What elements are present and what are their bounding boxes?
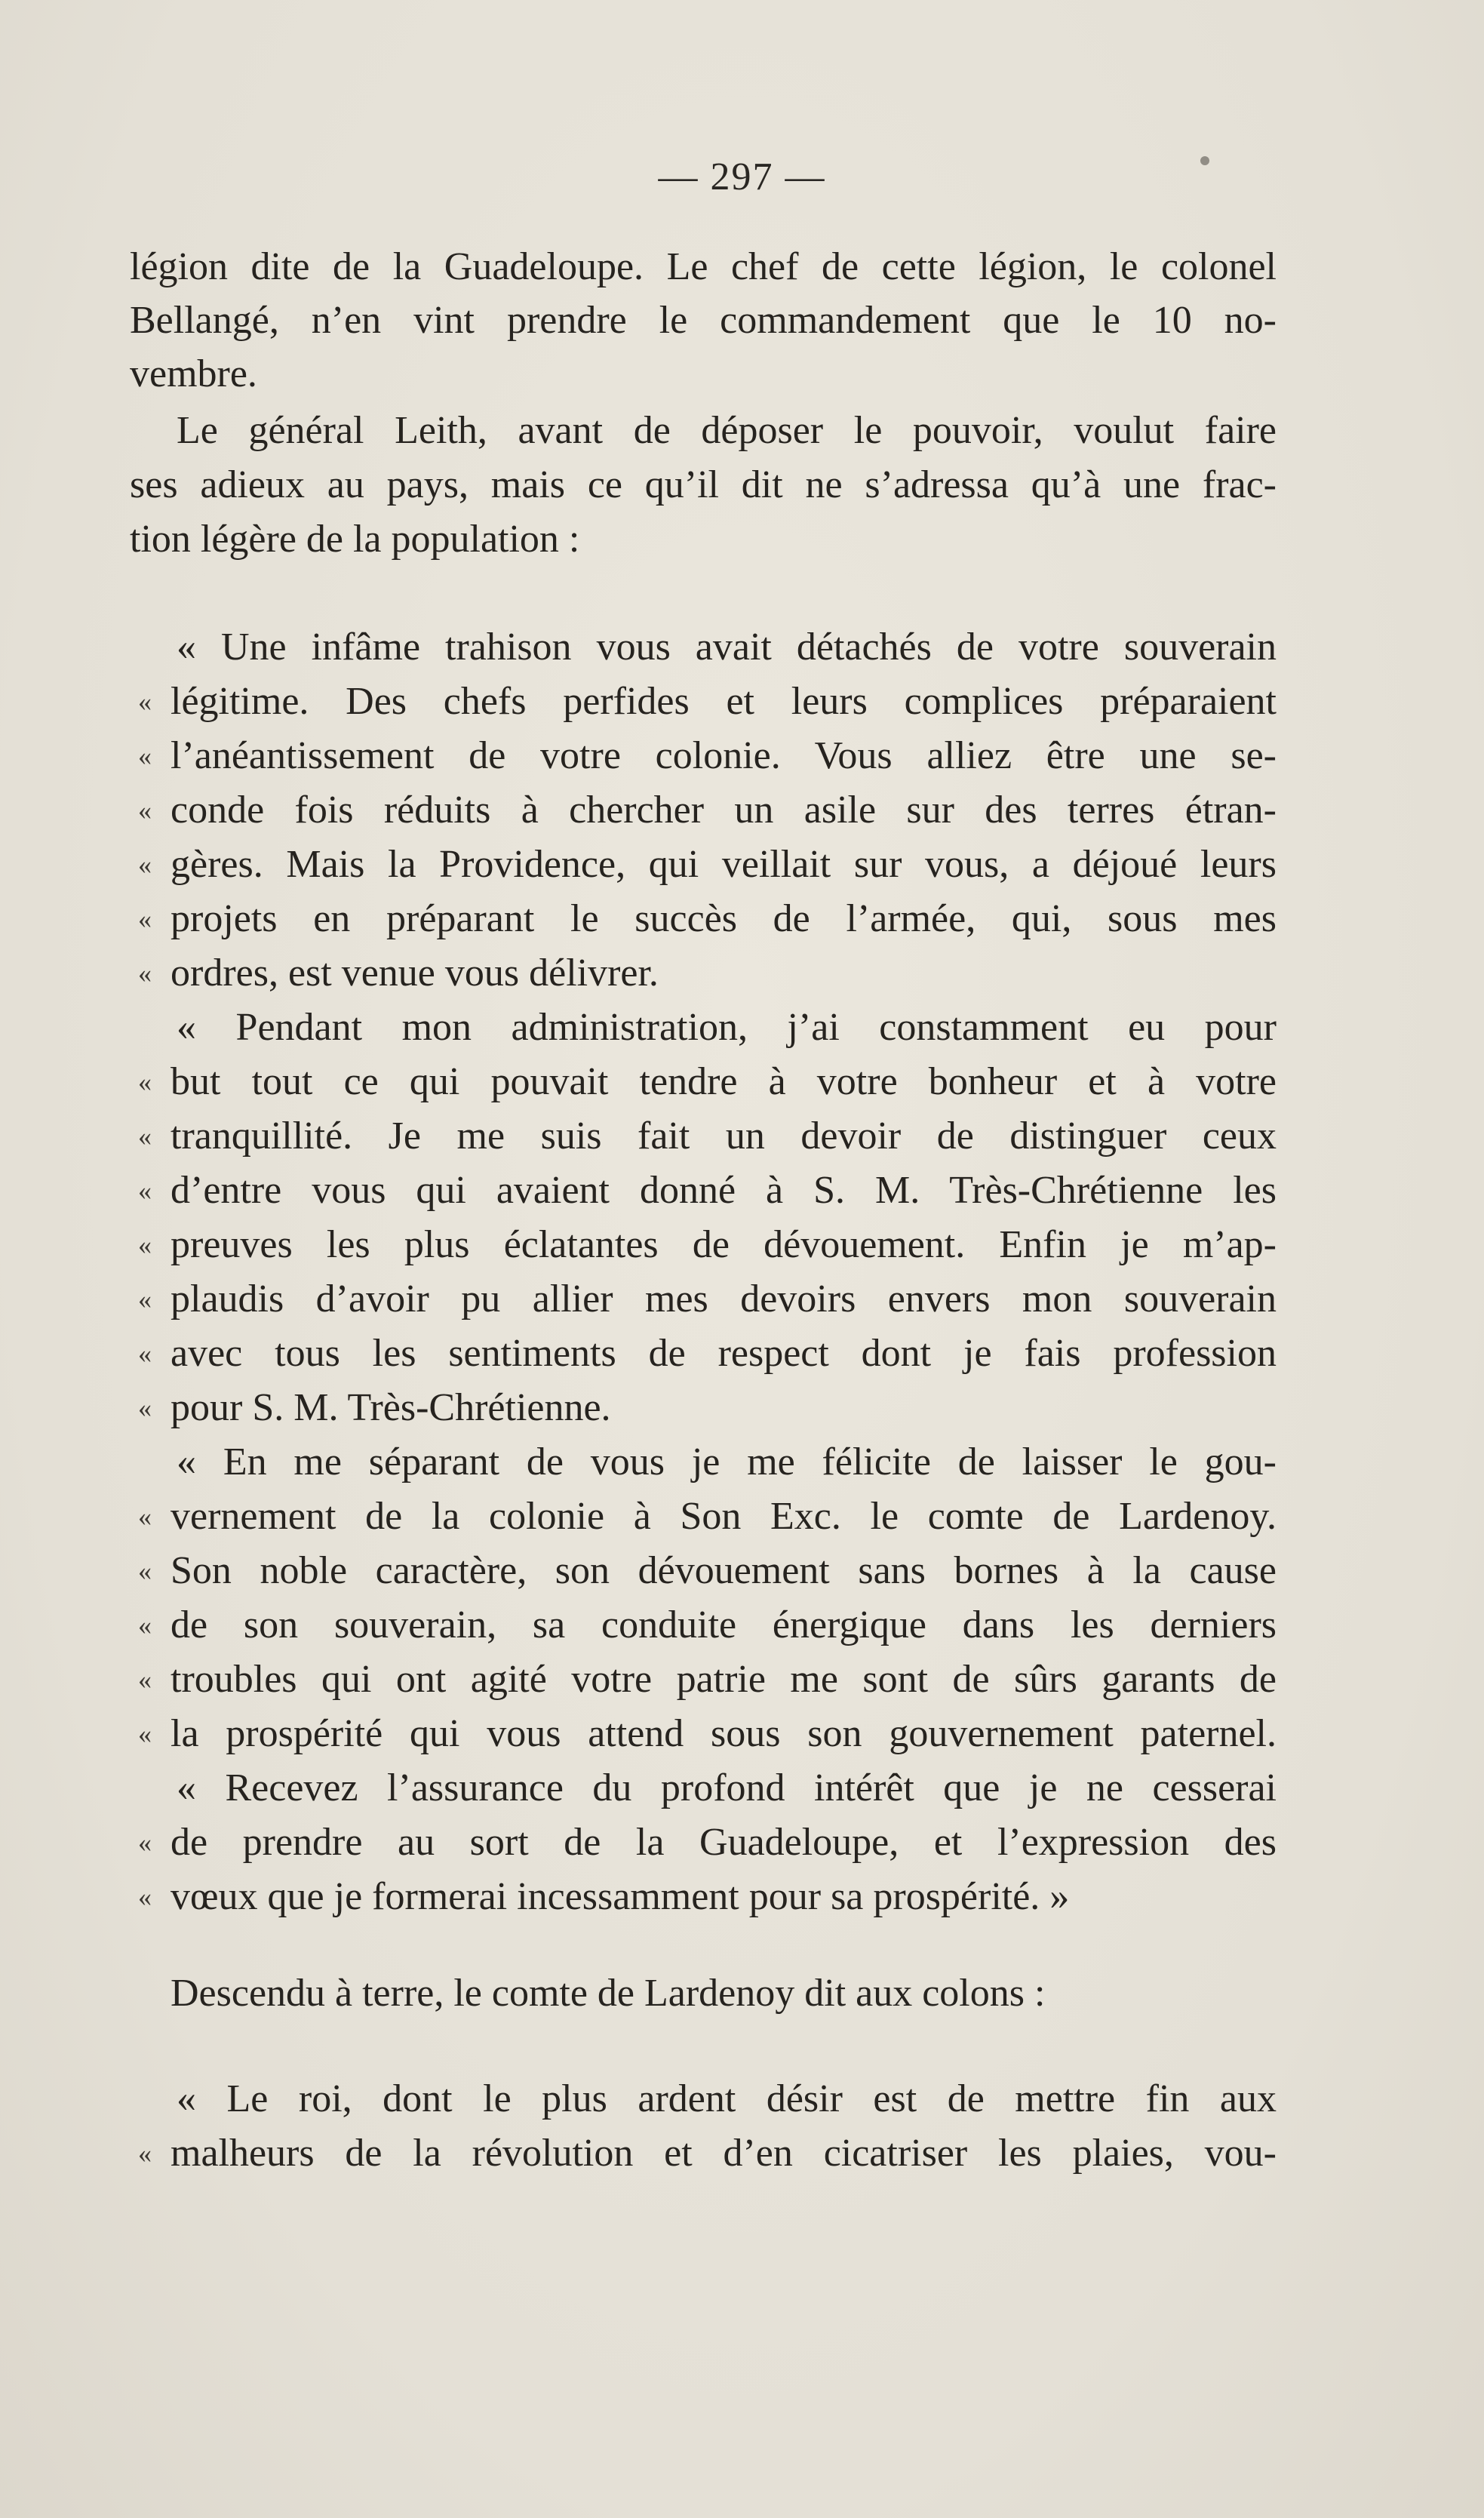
quote-line: « Le roi, dont le plus ardent désir est de mettre fin aux <box>177 2077 1277 2120</box>
guillemet-mark: « <box>138 741 152 771</box>
text-line: vembre. <box>130 352 257 395</box>
guillemet-mark: « <box>138 1393 152 1423</box>
guillemet-mark: « <box>138 1610 152 1640</box>
quote-line: conde fois réduits à chercher un asile sur des terres étran- <box>171 789 1277 832</box>
page-number: — 297 — <box>658 155 826 198</box>
guillemet-mark: « <box>138 2138 152 2169</box>
quote-line: pour S. M. Très-Chrétienne. <box>171 1386 611 1429</box>
guillemet-mark: « <box>138 687 152 717</box>
text-line: tion légère de la population : <box>130 518 580 561</box>
quote-line: de prendre au sort de la Guadeloupe, et l’expression des <box>171 1821 1277 1864</box>
quote-line: d’entre vous qui avaient donné à S. M. Très-Chrétienne les <box>171 1169 1277 1212</box>
quote-line: avec tous les sentiments de respect dont je fais profession <box>171 1332 1277 1375</box>
quote-line: gères. Mais la Providence, qui veillait sur vous, a déjoué leurs <box>171 843 1277 886</box>
text-line: Le général Leith, avant de déposer le pouvoir, voulut faire <box>177 409 1277 452</box>
quote-line: l’anéantissement de votre colonie. Vous alliez être une se- <box>171 734 1277 777</box>
guillemet-mark: « <box>138 1719 152 1749</box>
quote-line: malheurs de la révolution et d’en cicatriser les plaies, vou- <box>171 2132 1277 2175</box>
quote-line: Son noble caractère, son dévouement sans bornes à la cause <box>171 1549 1277 1592</box>
text-line: Descendu à terre, le comte de Lardenoy dit aux colons : <box>171 1972 1046 2015</box>
quote-line: troubles qui ont agité votre patrie me sont de sûrs garants de <box>171 1658 1277 1701</box>
quote-line: plaudis d’avoir pu allier mes devoirs envers mon souverain <box>171 1277 1277 1320</box>
quote-line: projets en préparant le succès de l’armée, qui, sous mes <box>171 897 1277 940</box>
guillemet-mark: « <box>138 1339 152 1369</box>
guillemet-mark: « <box>138 1828 152 1858</box>
quote-line: preuves les plus éclatantes de dévouement. Enfin je m’ap- <box>171 1223 1277 1266</box>
guillemet-mark: « <box>138 904 152 934</box>
guillemet-mark: « <box>138 1882 152 1912</box>
text-line: Bellangé, n’en vint prendre le commandement que le 10 no- <box>130 299 1277 342</box>
quote-line: de son souverain, sa conduite énergique dans les derniers <box>171 1603 1277 1646</box>
quote-line: « Une infâme trahison vous avait détachés de votre souverain <box>177 626 1277 669</box>
text-line: ses adieux au pays, mais ce qu’il dit ne s’adressa qu’à une frac- <box>130 463 1277 506</box>
quote-line: « Pendant mon administration, j’ai constamment eu pour <box>177 1006 1277 1049</box>
quote-line: « En me séparant de vous je me félicite de laisser le gou- <box>177 1440 1277 1483</box>
guillemet-mark: « <box>138 958 152 988</box>
guillemet-mark: « <box>138 1665 152 1695</box>
guillemet-mark: « <box>138 1284 152 1314</box>
quote-line: vœux que je formerai incessamment pour sa prospérité. » <box>171 1875 1070 1918</box>
guillemet-mark: « <box>138 1121 152 1151</box>
quote-line: ordres, est venue vous délivrer. <box>171 952 659 995</box>
quote-line: vernement de la colonie à Son Exc. le comte de Lardenoy. <box>171 1495 1277 1538</box>
guillemet-mark: « <box>138 850 152 880</box>
guillemet-mark: « <box>138 1176 152 1206</box>
quote-line: légitime. Des chefs perfides et leurs complices préparaient <box>171 680 1277 723</box>
quote-line: « Recevez l’assurance du profond intérêt que je ne cesserai <box>177 1766 1277 1809</box>
guillemet-mark: « <box>138 1230 152 1260</box>
quote-line: but tout ce qui pouvait tendre à votre bonheur et à votre <box>171 1060 1277 1103</box>
quote-line: la prospérité qui vous attend sous son gouvernement paternel. <box>171 1712 1277 1755</box>
guillemet-mark: « <box>138 795 152 825</box>
guillemet-mark: « <box>138 1556 152 1586</box>
quote-line: tranquillité. Je me suis fait un devoir de distinguer ceux <box>171 1114 1277 1158</box>
text-line: légion dite de la Guadeloupe. Le chef de cette légion, le colonel <box>130 245 1277 288</box>
guillemet-mark: « <box>138 1067 152 1097</box>
guillemet-mark: « <box>138 1502 152 1532</box>
